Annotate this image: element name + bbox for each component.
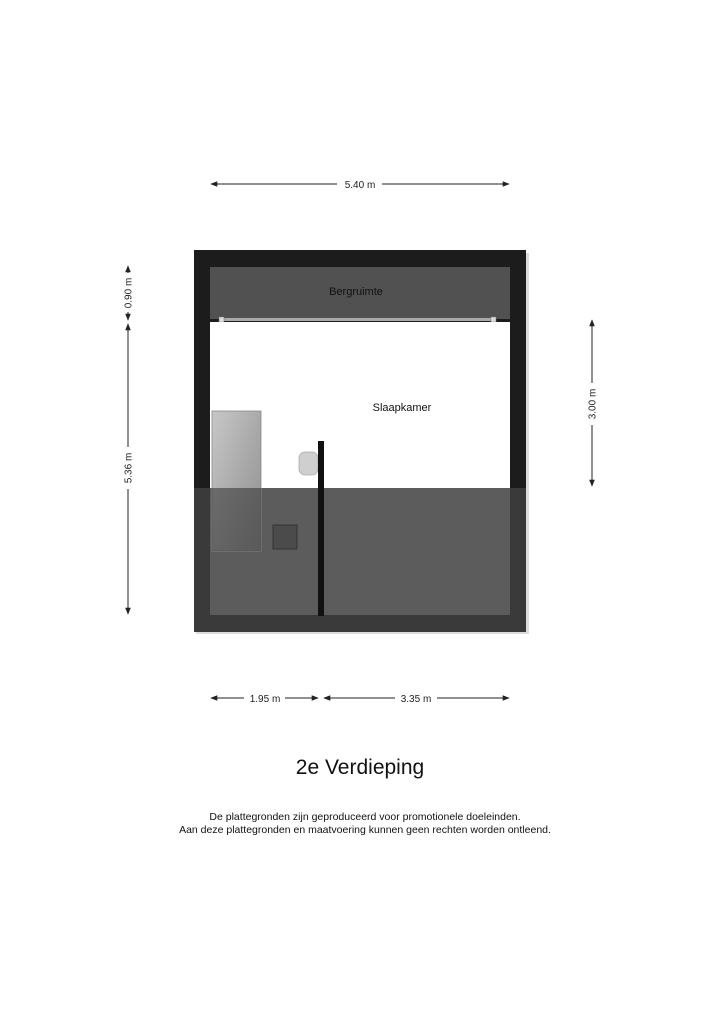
floor-box xyxy=(273,525,297,549)
dimension-label-right-bedroom: 3.00 m xyxy=(587,388,599,420)
room-label-bedroom: Slaapkamer xyxy=(372,402,432,414)
dimension-top-width xyxy=(211,180,509,191)
disclaimer xyxy=(0,811,720,837)
dimension-bottom-left xyxy=(211,694,318,705)
dimension-label-left-total: 5.36 m xyxy=(123,452,135,484)
dimension-right-bedroom xyxy=(588,320,599,486)
sink xyxy=(299,452,318,475)
lower-area-right xyxy=(323,488,510,615)
storage-rail-end-right xyxy=(491,317,496,322)
disclaimer-line-1: De plattegronden zijn geproduceerd voor promotionele doeleinden. xyxy=(209,811,521,823)
dimension-label-bottom-right: 3.35 m xyxy=(400,694,432,705)
bed-lower-shade xyxy=(212,488,261,551)
disclaimer-line-2: Aan deze plattegronden en maatvoering kunnen geen rechten worden ontleend. xyxy=(179,824,551,836)
partition-wall xyxy=(318,441,324,616)
dimension-label-bottom-left: 1.95 m xyxy=(249,694,281,705)
dimension-left-storage xyxy=(124,266,135,320)
dimension-bottom-right xyxy=(324,694,509,705)
dimension-label-top-width: 5.40 m xyxy=(344,180,376,191)
floor-title: 2e Verdieping xyxy=(295,756,425,779)
room-label-storage: Bergruimte xyxy=(329,286,383,298)
dimension-label-left-storage: 0.90 m xyxy=(123,277,135,309)
dimension-left-total xyxy=(124,324,135,614)
storage-rail-end-left xyxy=(219,317,224,322)
